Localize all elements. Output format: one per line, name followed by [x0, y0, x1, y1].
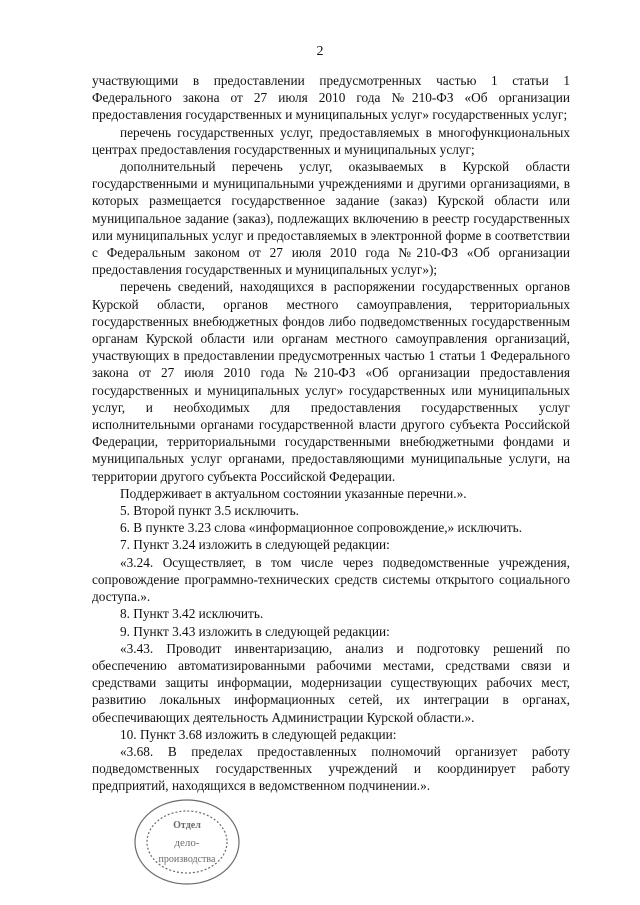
paragraph: «3.43. Проводит инвентаризацию, анализ и подготовку решений по обеспечению автоматизированными рабочими местами, средствами связи и средствами защиты информации, модернизации существующих рабочих мест, развитию локальных информационных сетей, их интеграции в органах, обеспечивающих деятельность Администрации Курской области.». — [92, 640, 570, 725]
paragraph: «3.68. В пределах предоставленных полномочий организует работу подведомственных государственных учреждений и координирует работу предприятий, находящихся в ведомственном подчинении.». — [92, 743, 570, 794]
page-number: 2 — [316, 44, 324, 59]
paragraph: перечень сведений, находящихся в распоряжении государственных органов Курской области, органов местного самоуправления, территориальных государственных внебюджетных фондов либо подведомственных государственным органам Курской области или органам местного самоуправления организаций, участвующих в предоставлении предусмотренных частью 1 статьи 1 Федерального закона от 27 июля 2010 года №210-ФЗ «Об организации предоставления государственных и муниципальных услуг» государственных или муниципальных услуг, и необходимых для предоставления государственных услуг исполнительными органами государственной власти другого субъекта Российской Федерации, территориальными государственными внебюджетными фондами и муниципальных услуг органами, предоставляющими муниципальные услуги, на территории другого субъекта Российской Федерации. — [92, 279, 570, 484]
stamp-line-1: Отдел — [173, 820, 201, 831]
paragraph: «3.24. Осуществляет, в том числе через подведомственные учреждения, сопровождение программно-технических средств системы открытого социального доступа.». — [92, 554, 570, 605]
paragraph: перечень государственных услуг, предоставляемых в многофункциональных центрах предоставления государственных и муниципальных услуг; — [92, 124, 570, 157]
paragraph: 7. Пункт 3.24 изложить в следующей редакции: — [120, 537, 390, 553]
paragraph: дополнительный перечень услуг, оказываемых в Курской области государственными и муниципальными учреждениями и другими организациями, в которых размещается государственное задание (заказ) Курской области или муниципальное задание (заказ), подлежащих включению в реестр государственных или муниципальных услуг и предоставляемых в электронной форме в соответствии с Федеральным законом от 27 июля 2010 года №210-ФЗ «Об организации предоставления государственных и муниципальных услуг»); — [92, 159, 570, 278]
paragraph: Поддерживает в актуальном состоянии указанные перечни.». — [120, 485, 467, 501]
stamp-line-3: производства — [158, 854, 216, 865]
paragraph: 9. Пункт 3.43 изложить в следующей редакции: — [120, 623, 390, 639]
paragraph: 10. Пункт 3.68 изложить в следующей редакции: — [120, 726, 397, 742]
paragraph: 8. Пункт 3.42 исключить. — [120, 606, 264, 622]
document-body — [92, 72, 570, 795]
stamp-line-2: дело- — [174, 837, 200, 849]
paragraph: 6. В пункте 3.23 слова «информационное сопровождение,» исключить. — [120, 520, 523, 536]
paragraph-continuation: участвующими в предоставлении предусмотренных частью 1 статьи 1 Федерального закона от 27 июля 2010 года №210-ФЗ «Об организации предоставления государственных и муниципальных услуг» государственных услуг; — [92, 73, 570, 123]
paragraph: 5. Второй пункт 3.5 исключить. — [120, 503, 299, 519]
office-stamp — [132, 796, 242, 888]
